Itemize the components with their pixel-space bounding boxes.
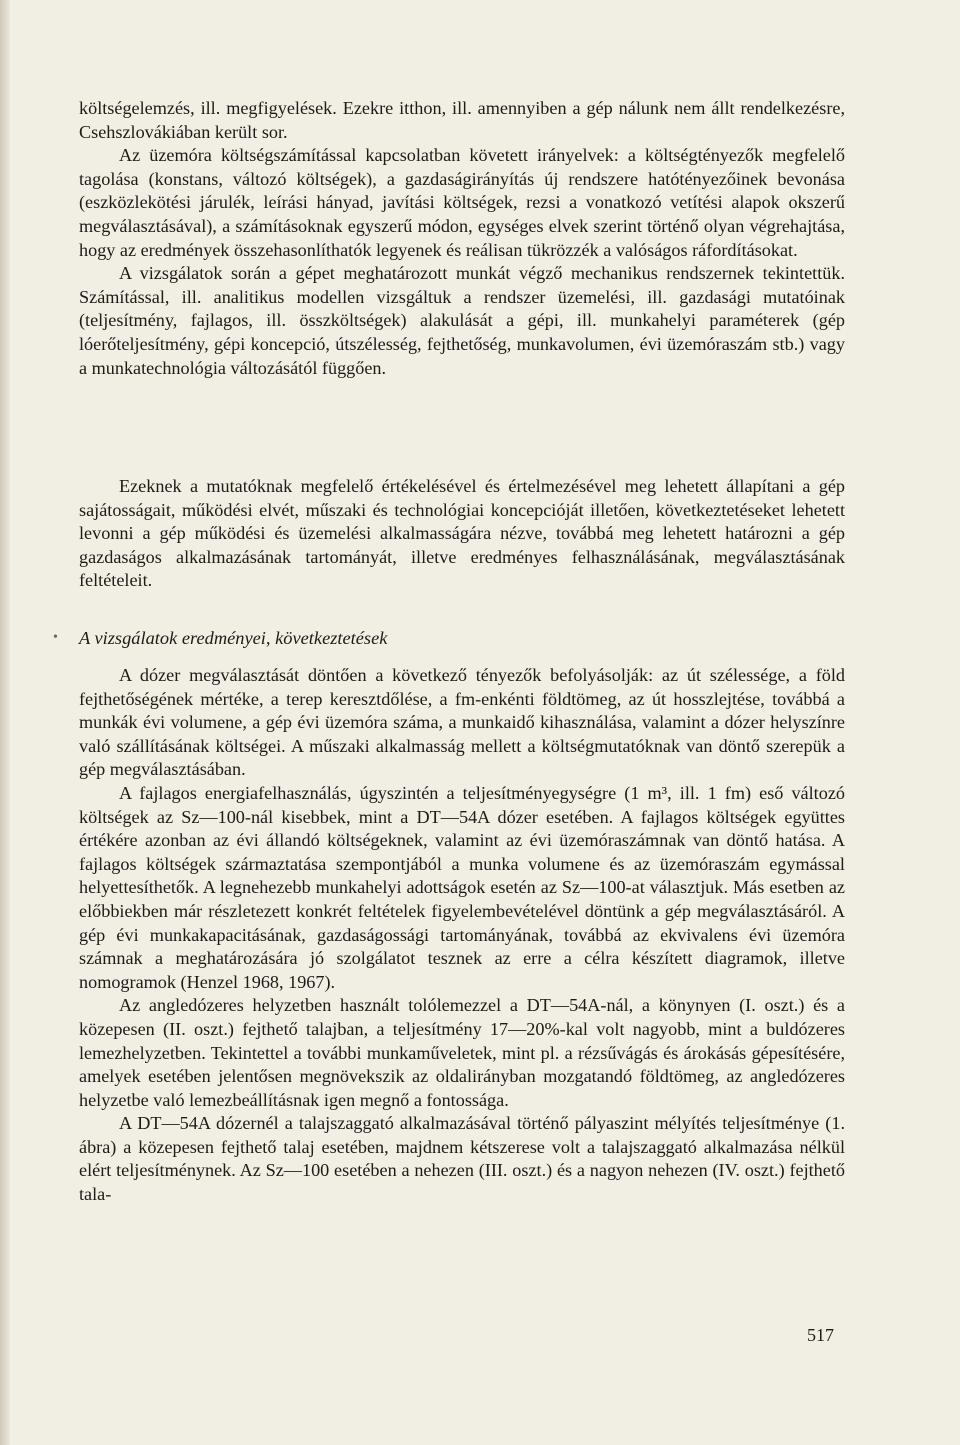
paragraph: A fajlagos energiafelhasználás, úgyszintén a teljesítményegységre (1 m³, ill. 1 fm) eső változó költségek az Sz—100-nál kisebbek, mint a DT—54A dózer esetében. A fajlagos költségek együttes értékére azonban az évi állandó költségeknek, valamint az évi üzemóraszámnak van döntő hatása. A fajlagos költségek származtatása szempontjából a munka volumene és az üzemóraszám egymással helyettesíthetők. A legnehezebb munkahelyi adottságok esetén az Sz—100-at választjuk. Más esetben az előbbiekben már részletezett konkrét feltételek figyelembevételével döntünk a gép megválasztásáról. A gép évi munkakapacitásának, gazdaságossági tartományának, továbbá az ekvivalens évi üzemóra számnak a meghatározására jó szolgálatot tesznek az erre a célra készített diagramok, illetve nomogramok (Henzel 1968, 1967). [79, 782, 845, 992]
paragraph: A vizsgálatok során a gépet meghatározott munkát végző mechanikus rendszernek tekintettük. Számítással, ill. analitikus modellen vizsgáltuk a rendszer üzemelési, ill. gazdasági mutatóinak (teljesítmény, fajlagos, ill. összköltségek) alakulását a gépi, ill. munkahelyi paraméterek (gép lóerőteljesítmény, gépi koncepció, útszélesség, fejthetőség, munkavolumen, évi üzemóraszám stb.) vagy a munkatechnológia változásától függően. [79, 263, 845, 378]
intro-text-block [79, 97, 845, 380]
middle-text-block [79, 475, 845, 593]
page-binding-edge [0, 0, 10, 1445]
paragraph: Ezeknek a mutatóknak megfelelő értékelésével és értelmezésével meg lehetett állapítani a gép sajátosságait, működési elvét, műszaki és technológiai koncepcióját illetően, következtetéseket lehetett levonni a gép működési és üzemelési alkalmasságára nézve, továbbá meg lehetett határozni a gép gazdaságos alkalmazásának tartományát, illetve eredményes felhasználásának, megválasztásának feltételeit. [79, 476, 845, 591]
section-heading [53, 626, 845, 650]
results-text-block [79, 664, 845, 1207]
page-number: 517 [807, 1325, 834, 1345]
paragraph: Az angledózeres helyzetben használt tolólemezzel a DT—54A-nál, a könynyen (I. oszt.) és a közepesen (II. oszt.) fejthető talajban, a teljesítmény 17—20%-kal volt nagyobb, mint a buldózeres lemezhelyzetben. Tekintettel a további munkaműveletek, mint pl. a rézsűvágás és árokásás gépesítésére, amelyek esetében jelentősen megnövekszik az oldalirányban mozgatandó földtömeg, az angledózeres helyzetbe való lemezbeállításnak igen megnő a fontossága. [79, 995, 845, 1110]
paragraph: Az üzemóra költségszámítással kapcsolatban követett irányelvek: a költségtényezők megfelelő tagolása (konstans, változó költségek), a gazdaságirányítás új rendszere hatótényezőinek bevonása (eszközlekötési járulék, leírási hányad, javítási költségek, rezsi a vonatkozó vetítési alapok okszerű megválasztásával), a számításoknak egyszerű módon, egységes elvek szerint történő olyan végrehajtása, hogy az eredmények összehasonlíthatók legyenek és reálisan tükrözzék a valóságos ráfordításokat. [79, 145, 845, 260]
paragraph: költségelemzés, ill. megfigyelések. Ezekre itthon, ill. amennyiben a gép nálunk nem állt rendelkezésre, Csehszlovákiában került sor. [79, 98, 845, 142]
paragraph: A dózer megválasztását döntően a következő tényezők befolyásolják: az út szélessége, a föld fejthetőségének mértéke, a terep keresztdőlése, a fm-enkénti földtömeg, az út hosszlejtése, továbbá a munkák évi volumene, a gép évi üzemóra száma, a munkaidő kihasználása, valamint a dózer helyszínre való szállításának költségei. A műszaki alkalmasság mellett a költségmutatóknak van döntő szerepük a gép megválasztásában. [79, 665, 845, 780]
bullet-mark: • [53, 630, 58, 645]
paragraph: A DT—54A dózernél a talajszaggató alkalmazásával történő pályaszint mélyítés teljesítménye (1. ábra) a közepesen fejthető talaj esetében, majdnem kétszerese volt a talajszaggató alkalmazása nélkül elért teljesítménynek. Az Sz—100 esetében a nehezen (III. oszt.) és a nagyon nehezen (IV. oszt.) fejthető tala- [79, 1113, 845, 1205]
section-title: A vizsgálatok eredményei, következtetések [79, 628, 388, 648]
